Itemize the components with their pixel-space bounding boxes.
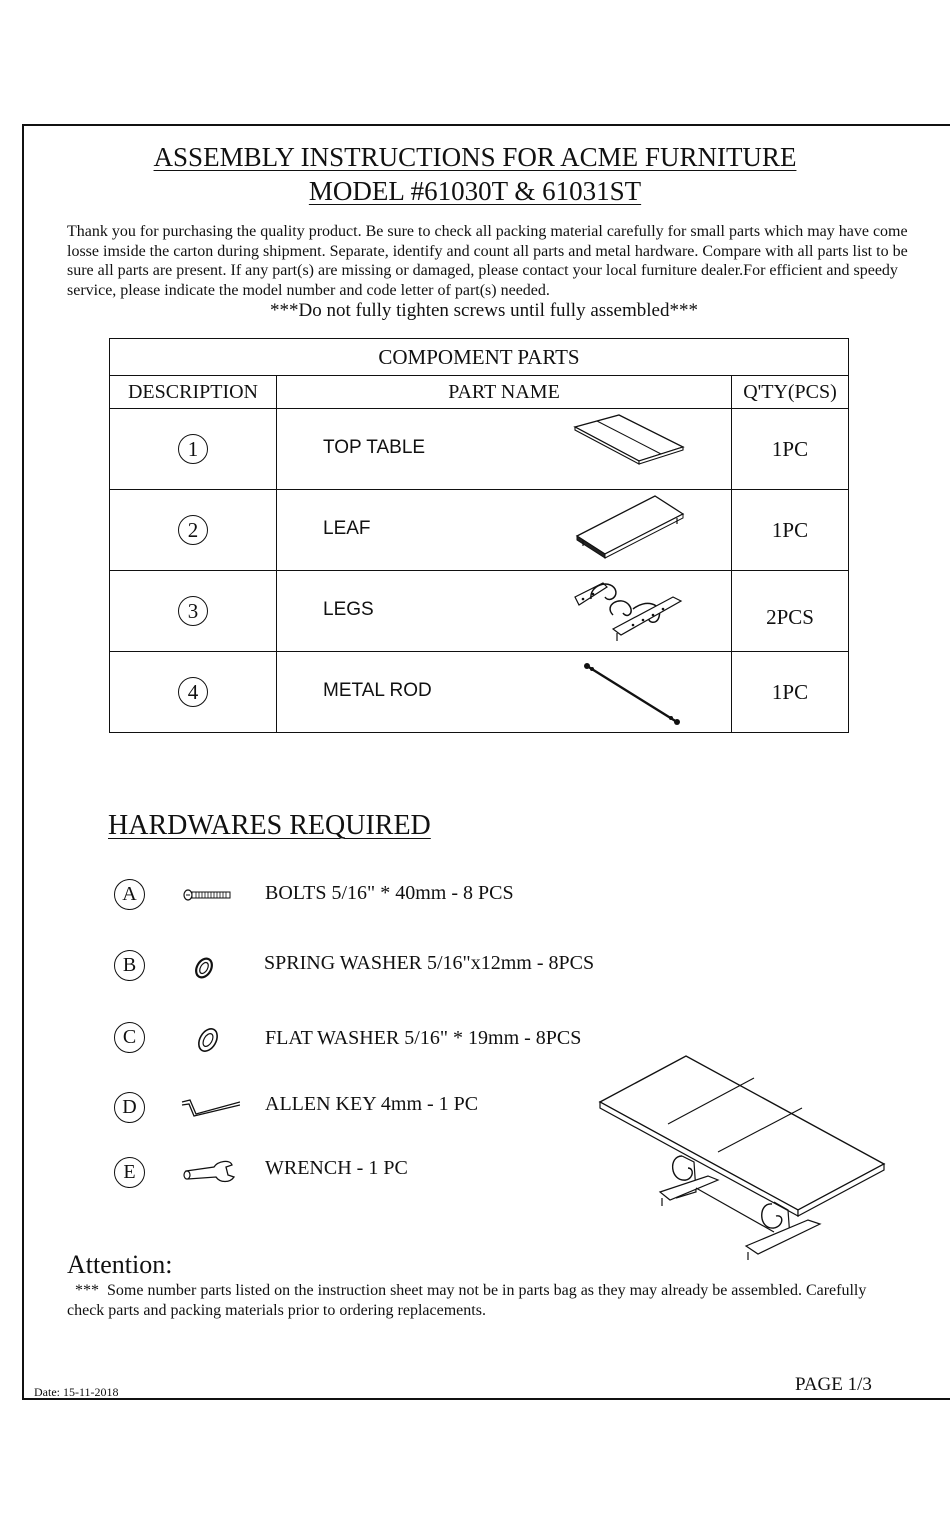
part-qty [732,571,849,652]
part-name: METAL ROD [323,680,432,701]
part-qty-value: 2PCS [766,604,814,629]
table-row [110,490,849,571]
table-row [110,409,849,490]
hardware-desc: FLAT WASHER 5/16" * 19mm - 8PCS [265,1027,582,1049]
bolt-icon [180,879,236,909]
table-top-icon [573,413,685,479]
flat-washer-icon [180,1022,236,1056]
hardware-item [114,879,634,913]
header-part-name: PART NAME [277,376,732,409]
hardware-desc: ALLEN KEY 4mm - 1 PC [265,1093,479,1115]
legs-icon [573,575,685,649]
wrench-icon [180,1157,240,1189]
hardware-item [114,1022,634,1056]
spring-washer-icon [180,950,236,984]
table-row [110,571,849,652]
assembled-table-illustration [598,1052,888,1264]
parts-table [109,338,849,733]
hardware-letter: D [114,1092,145,1123]
title-line-2: MODEL #61030T & 61031ST [308,176,642,206]
tighten-warning: ***Do not fully tighten screws until fully assembled*** [270,300,698,321]
part-name: LEGS [323,599,374,620]
part-number: 3 [178,596,208,626]
intro-paragraph: Thank you for purchasing the quality product. Be sure to check all packing material carefully for small parts which may have come losse imside the carton during shipment. Separate, identify and count all parts and metal hardware. Compare with all parts list to be sure all parts are present. If any part(s) are missing or damaged, please contact your local furniture dealer.For efficient and speedy service, please indicate the model number and code letter of part(s) needed. [67,223,908,299]
hardware-letter: B [114,950,145,981]
hardware-desc: SPRING WASHER 5/16"x12mm - 8PCS [264,952,595,974]
part-name: LEAF [323,518,371,539]
date-label: Date: 15-11-2018 [34,1385,119,1399]
title-line-1: ASSEMBLY INSTRUCTIONS FOR ACME FURNITURE [153,142,797,172]
part-qty: 1PC [732,409,849,490]
hardware-item [114,950,634,984]
hardware-letter: E [114,1157,145,1188]
leaf-icon [573,494,685,560]
hardware-letter: A [114,879,145,910]
header-description: DESCRIPTION [110,376,277,409]
part-number: 1 [178,434,208,464]
part-name: TOP TABLE [323,437,426,458]
part-qty: 1PC [732,490,849,571]
hardware-desc: BOLTS 5/16" * 40mm - 8 PCS [265,882,514,904]
attention-title: Attention: [67,1250,173,1279]
part-qty: 1PC [732,652,849,733]
metal-rod-icon [573,656,685,728]
hardware-desc: WRENCH - 1 PC [265,1157,408,1179]
hardware-item [114,1092,634,1126]
table-row [110,652,849,733]
parts-table-caption: COMPOMENT PARTS [110,339,849,376]
part-number: 2 [178,515,208,545]
part-number: 4 [178,677,208,707]
hardware-letter: C [114,1022,145,1053]
hardware-title: HARDWARES REQUIRED [108,810,431,841]
attention-text: *** Some number parts listed on the instruction sheet may not be in parts bag as they may already be assembled. Carefully check parts and packing materials prior to ordering replacements. [67,1282,871,1319]
page-number: PAGE 1/3 [795,1374,872,1395]
allen-key-icon [180,1092,240,1122]
hardware-item [114,1157,634,1191]
header-qty: Q'TY(PCS) [732,376,849,409]
